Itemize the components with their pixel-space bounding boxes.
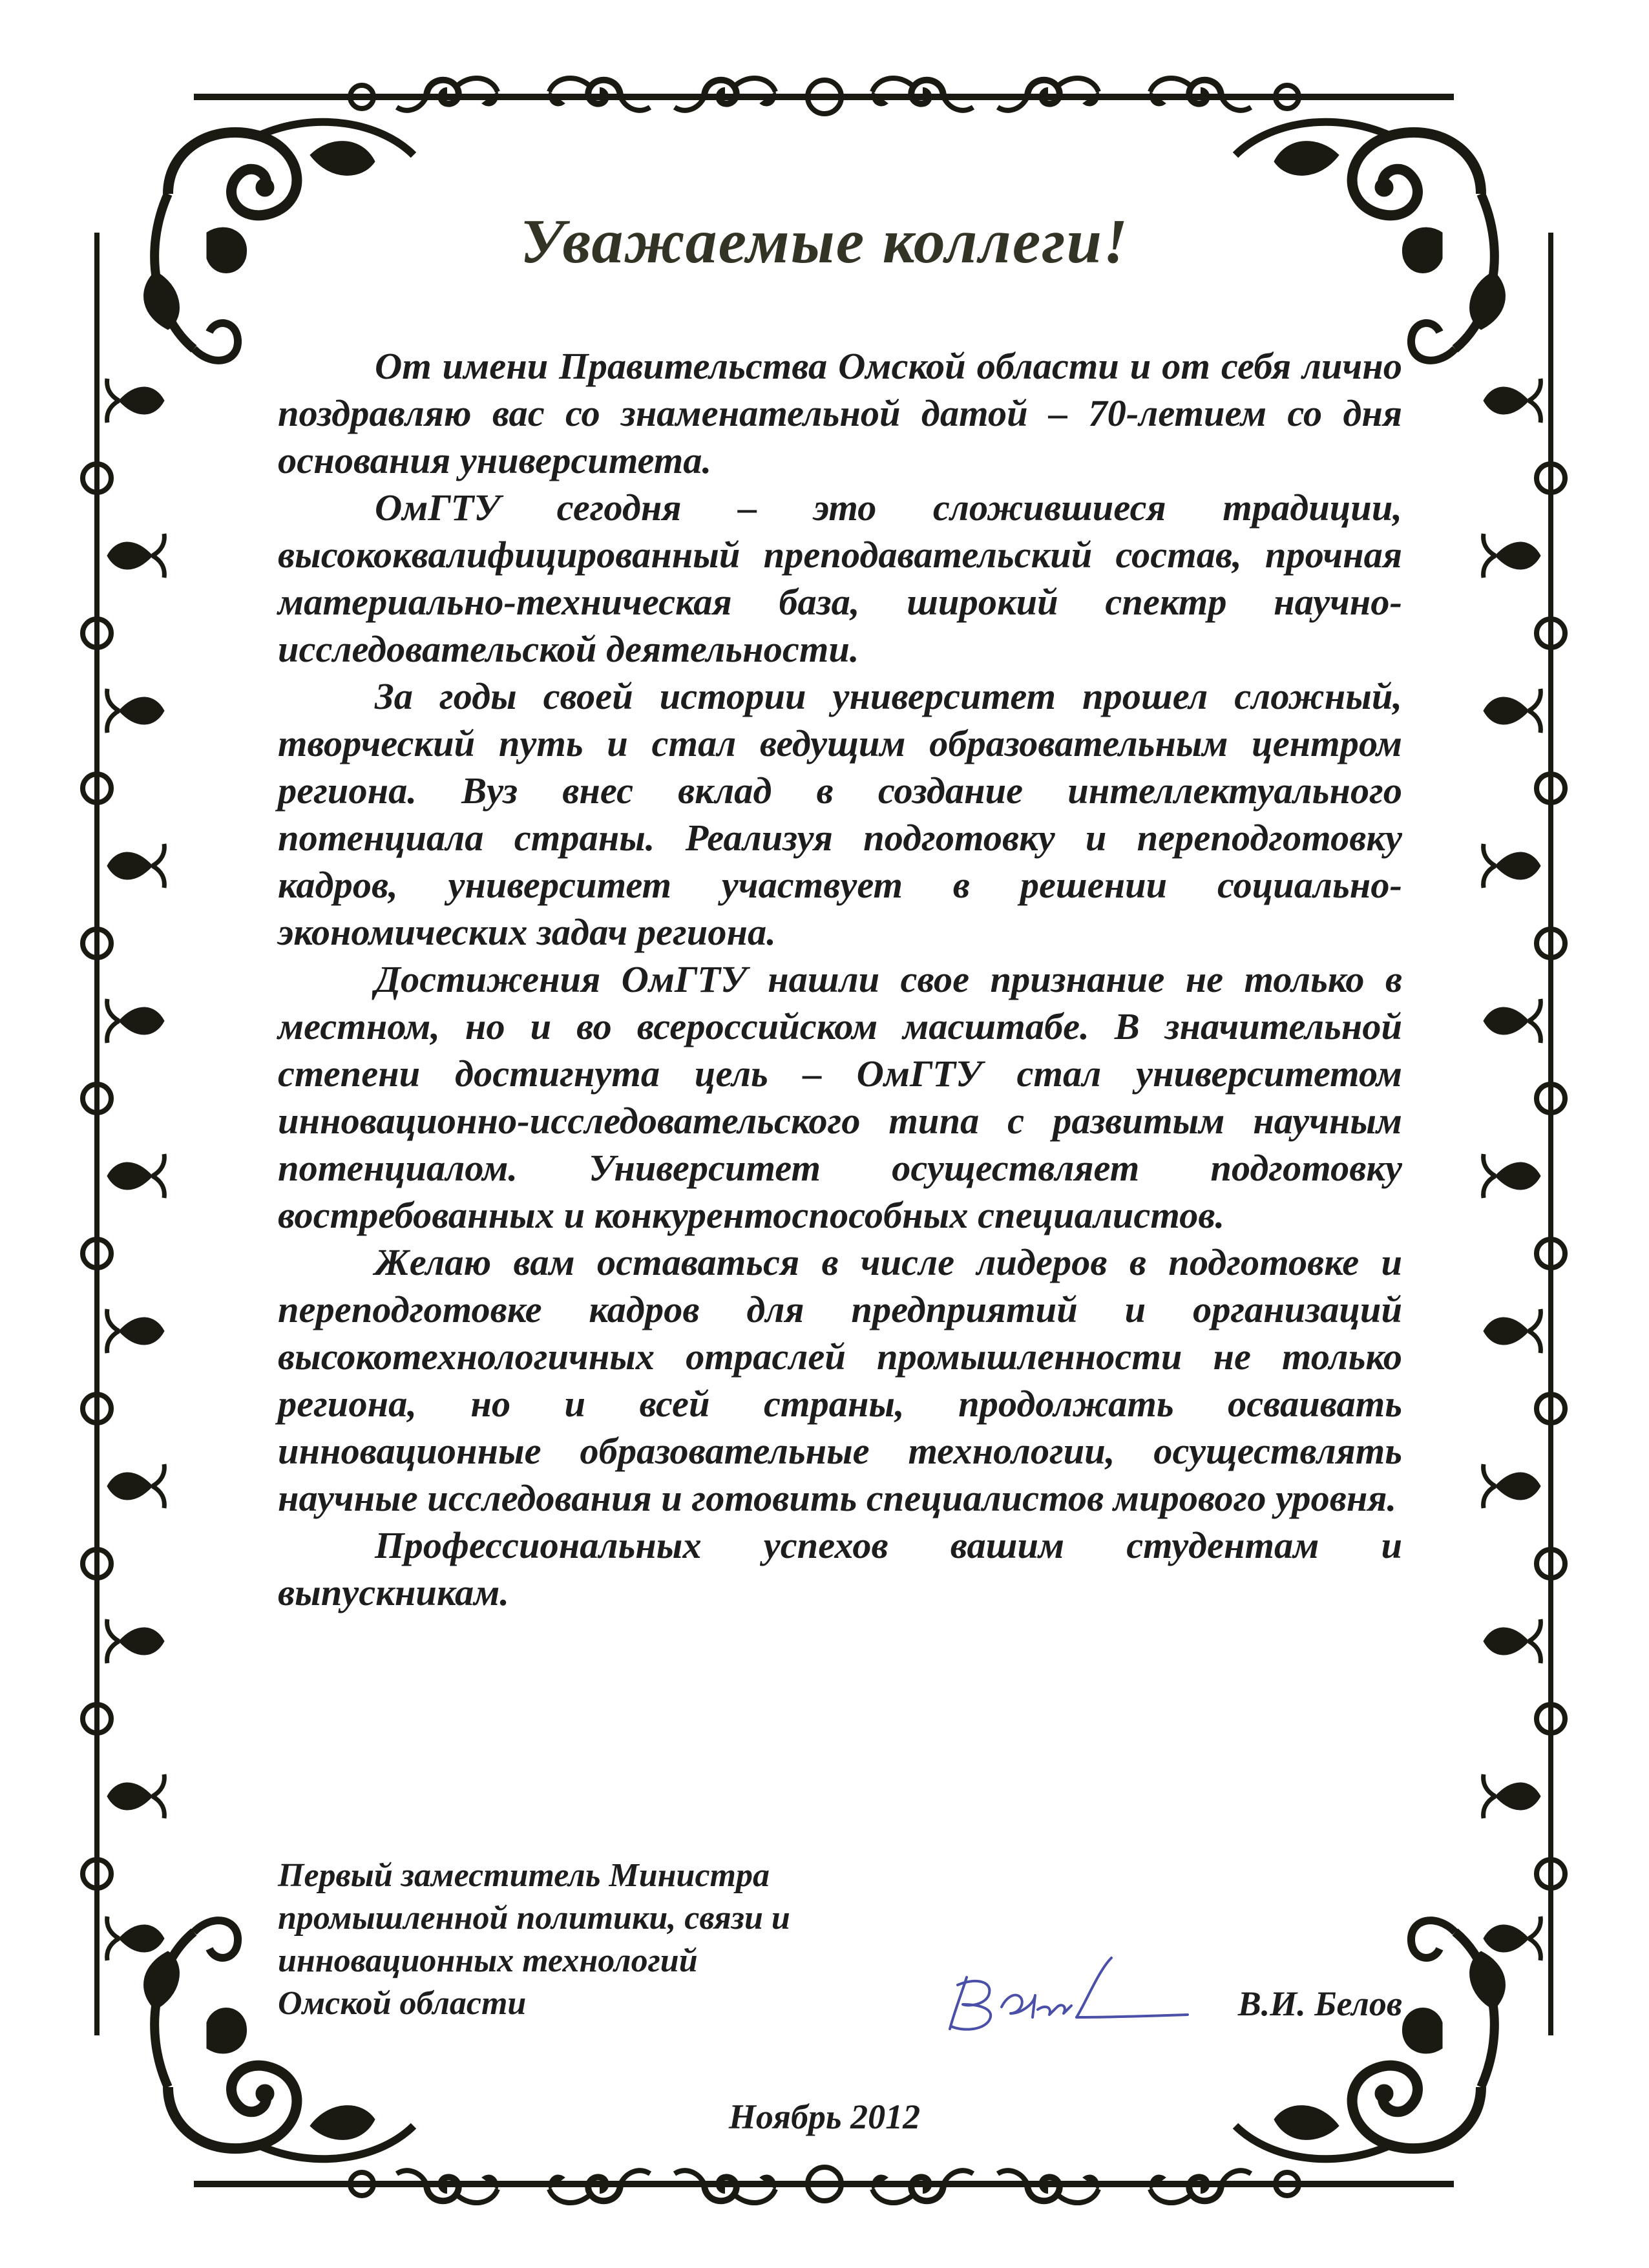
paragraph: ОмГТУ сегодня – это сложившиеся традиции, высококвалифицированный преподавательский состав, прочная материально-техническая база, широкий спектр научно-исследовательской деятельности.	[278, 487, 1402, 670]
signatory-name: В.И. Белов	[1237, 1984, 1402, 2023]
handwritten-signature	[924, 1945, 1195, 2042]
paragraph: Профессиональных успехов вашим студентам и выпускникам.	[278, 1524, 1402, 1613]
signature-block	[278, 1854, 1402, 2035]
signatory-title	[278, 1854, 924, 2025]
signatory-title-line: Омской области	[278, 1985, 527, 2022]
paragraph: От имени Правительства Омской области и от себя лично поздравляю вас со знаменательной датой – 70-летием со дня основания университета.	[278, 345, 1402, 481]
letter-date: Ноябрь 2012	[728, 2097, 921, 2136]
letter-body	[278, 342, 1402, 1616]
paragraph: Достижения ОмГТУ нашли свое признание не только в местном, но и во всероссийском масштабе. В значительной степени достигнута цель – ОмГТУ стал университетом инновационно-исследовательского типа с развитым научным потенциалом. Университет осуществляет подготовку востребованных и конкурентоспособных специалистов.	[278, 958, 1402, 1236]
letter-title: Уважаемые коллеги!	[520, 207, 1129, 277]
signatory-title-line: промышленной политики, связи и	[278, 1900, 790, 1937]
paragraph: За годы своей истории университет прошел сложный, творческий путь и стал ведущим образовательным центром региона. Вуз внес вклад в создание интеллектуального потенциала страны. Реализуя подготовку и переподготовку кадров, университет участвует в решении социально-экономических задач региона.	[278, 675, 1402, 953]
paragraph: Желаю вам оставаться в числе лидеров в подготовке и переподготовке кадров для предприятий и организаций высокотехнологичных отраслей промышленности не только региона, но и всей страны, продолжать осваивать инновационные образовательные технологии, осуществлять научные исследования и готовить специалистов мирового уровня.	[278, 1241, 1402, 1519]
signatory-title-line: Первый заместитель Министра	[278, 1857, 770, 1894]
signatory-title-line: инновационных технологий	[278, 1942, 698, 1979]
